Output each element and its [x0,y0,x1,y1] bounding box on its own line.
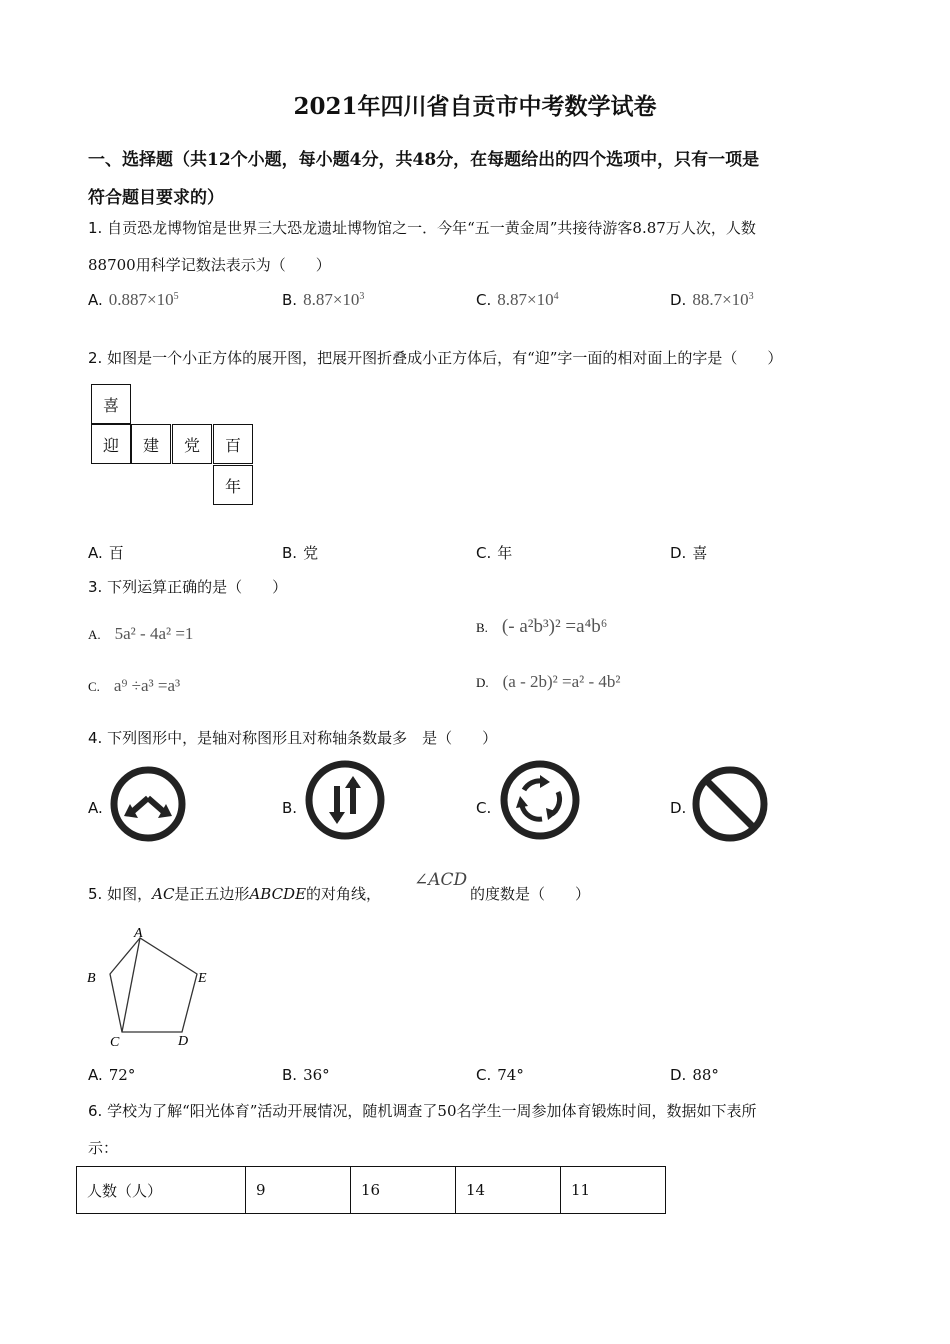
q4-option-c[interactable]: C. [476,799,492,817]
table-row [77,1167,666,1214]
q1-line2: 88700用科学记数法表示为（ ） [88,256,331,274]
q6-line2: 示： [88,1139,119,1157]
q5-option-b[interactable]: B. 36° [282,1066,330,1084]
q1-option-b[interactable]: B. $8.87\times 10^3$ [282,290,365,309]
q2-text: 如图是一个小正方体的展开图，把展开图折叠成小正方体后，有“迎”字一面的相对面上的字是（ ） [107,349,783,367]
q5-option-d[interactable]: D. 88° [670,1066,719,1084]
vertex-label-b: B [87,971,96,986]
q6-number: 6. [88,1102,103,1120]
q3-number: 3. [88,578,103,596]
q1-option-a[interactable]: A. $0.887\times 10^5$ [88,290,179,309]
prohibition-sign-icon [690,764,770,844]
vertex-label-d: D [178,1034,189,1048]
section-heading-line2: 符合题目要求的） [88,188,224,208]
q2-option-c[interactable]: C. 年 [476,544,513,562]
q4-option-b[interactable]: B. [282,799,298,817]
table-cell: 16 [351,1167,456,1214]
q4-line [88,728,497,748]
q1-line1 [88,218,756,238]
q5-text-post: 的度数是（ ） [470,885,591,903]
q3-option-a[interactable]: A. 5a² - 4a² =1 [88,624,194,643]
q5-line: 5. 如图，AC是正五边形ABCDE的对角线， [88,885,382,903]
roundabout-sign-icon [498,758,582,842]
q1-text: 自贡恐龙博物馆是世界三大恐龙遗址博物馆之一．今年“五一黄金周”共接待游客8.87万人次，人数 [107,219,756,237]
q4-option-a[interactable]: A. [88,799,103,817]
q4-number: 4. [88,729,103,747]
q6-text: 学校为了解“阳光体育”活动开展情况，随机调查了50名学生一周参加体育锻炼时间，数据如下表所 [107,1102,757,1120]
vertex-label-a: A [134,926,143,941]
table-cell: 14 [456,1167,561,1214]
q2-option-d[interactable]: D. 喜 [670,544,708,562]
net-cell-nian: 年 [213,465,253,505]
q2-option-b[interactable]: B. 党 [282,544,319,562]
vertex-label-e: E [198,971,207,986]
q3-option-b[interactable]: B. (- a²b³)² =a⁴b⁶ [476,616,608,637]
abcde-label: ABCDE [249,885,307,903]
q4-option-d[interactable]: D. [670,799,687,817]
q3-text: 下列运算正确的是（ ） [107,578,288,596]
net-cell-ying: 迎 [91,424,131,464]
net-cell-xi: 喜 [91,384,131,424]
q1-option-c[interactable]: C. $8.87\times 10^4$ [476,290,559,309]
q1-number: 1. [88,219,103,237]
diverging-arrows-sign-icon [108,764,188,844]
angle-acd: ∠ACD [414,870,468,890]
ac-label: AC [152,885,175,903]
section-heading-line1: 一、选择题（共12个小题，每小题4分，共48分，在每题给出的四个选项中，只有一项是 [88,150,760,170]
q3-line [88,577,287,597]
q2-option-a[interactable]: A. 百 [88,544,124,562]
pentagon-figure [84,924,224,1048]
q3-option-c[interactable]: C. a⁹ ÷a³ =a³ [88,676,181,695]
q5-number: 5. [88,885,103,903]
page-title: 2021年四川省自贡市中考数学试卷 [293,93,657,120]
table-cell: 11 [561,1167,666,1214]
q4-text: 下列图形中，是轴对称图形且对称轴条数最多 是（ ） [107,729,498,747]
table-header-cell: 人数（人） [77,1167,246,1214]
table-cell: 9 [246,1167,351,1214]
q1-option-d[interactable]: D. $88.7\times 10^3$ [670,290,754,309]
q6-line1 [88,1101,757,1121]
q5-option-a[interactable]: A. 72° [88,1066,136,1084]
q2-number: 2. [88,349,103,367]
q6-data-table [76,1166,666,1214]
net-cell-jian: 建 [131,424,171,464]
q5-option-c[interactable]: C. 74° [476,1066,524,1084]
vertex-label-c: C [110,1035,120,1048]
q2-line [88,348,782,368]
net-cell-dang: 党 [172,424,212,464]
q3-option-d[interactable]: D. (a - 2b)² =a² - 4b² [476,672,621,691]
net-cell-bai: 百 [213,424,253,464]
two-way-traffic-sign-icon [303,758,387,842]
